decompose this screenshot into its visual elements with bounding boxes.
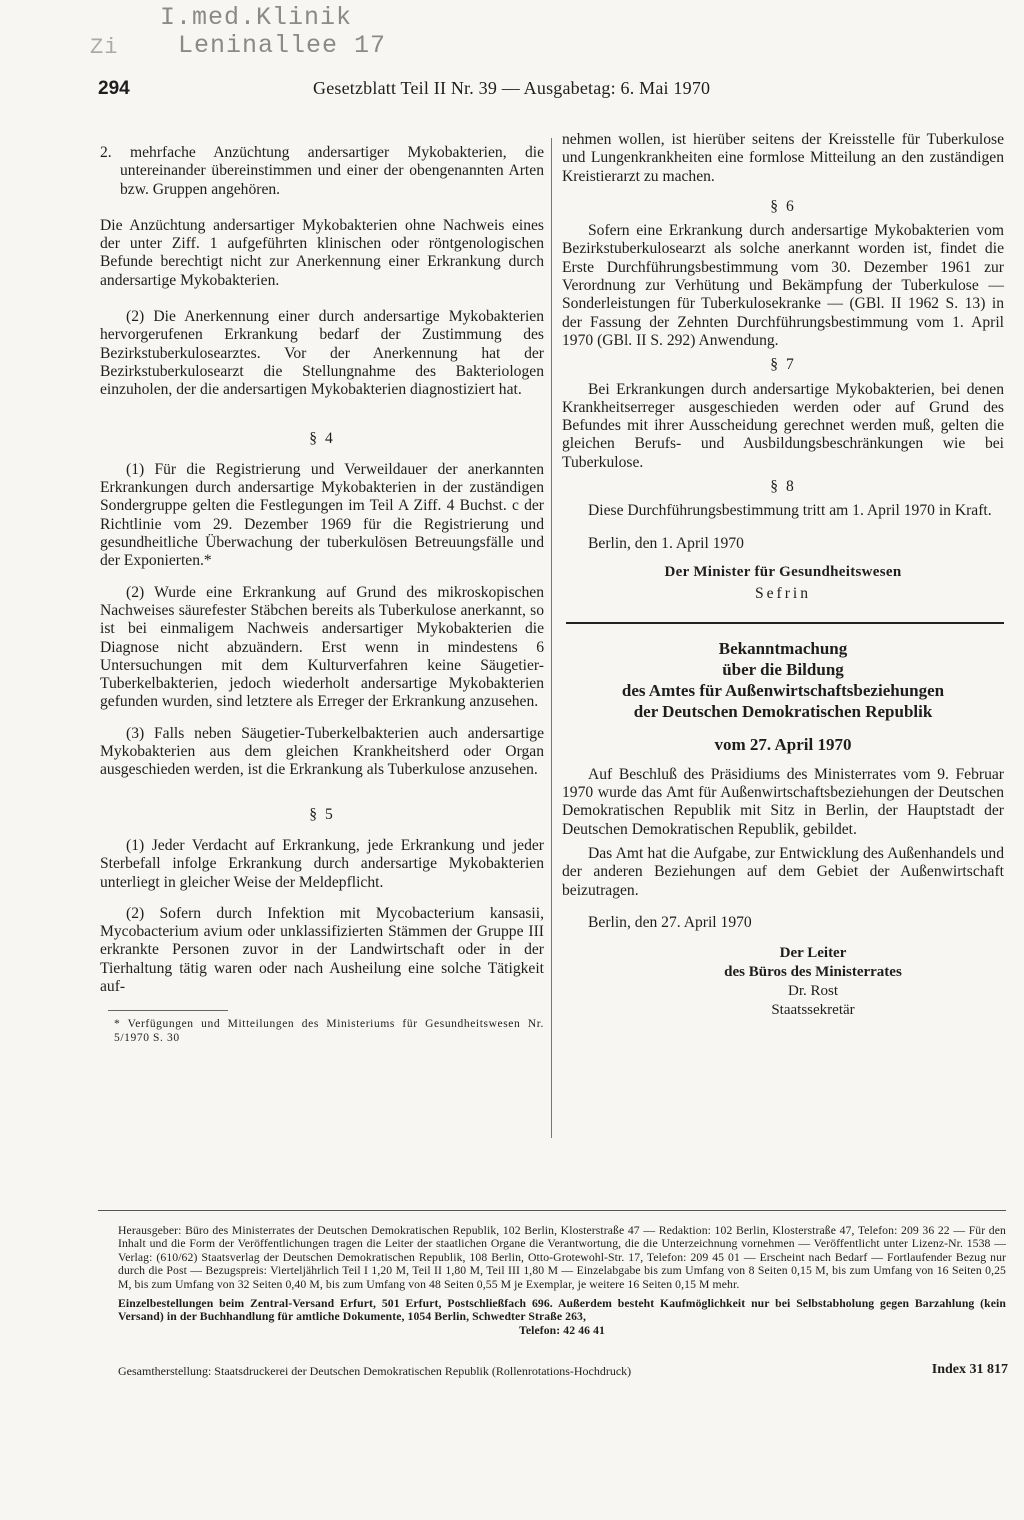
index-number: Index 31 817 (931, 1362, 1008, 1377)
signatory-name: Dr. Rost (787, 983, 838, 1000)
running-title: Gesetzblatt Teil II Nr. 39 — Ausgabetag: 6. Mai 1970 (313, 78, 711, 98)
section-separator (566, 622, 1004, 624)
minister-name: Sefrin (754, 585, 812, 603)
announcement-date: vom 27. April 1970 (714, 734, 852, 754)
signatory-line-1: Der Leiter (779, 945, 847, 962)
announcement-title (562, 638, 1004, 722)
announcement-place-date: Berlin, den 27. April 1970 (588, 913, 752, 931)
stamp-line-1: I.med.Klinik (160, 3, 353, 32)
right-column (562, 131, 1004, 1020)
page-header (98, 76, 798, 104)
paragraph-7: Bei Erkrankungen durch andersartige Mykobakterien, bei denen Krankheitserreger ausgeschieden werden oder auf Grund des Befundes mit ihrer Ausscheidung gerechnet werden muß, gelten die gleichen Berufs- und Ausbildungsbeschränkungen wie bei Tuberkulose. (562, 380, 1004, 471)
place-date: Berlin, den 1. April 1970 (588, 534, 744, 552)
signatory-role: Staatssekretär (771, 1002, 855, 1019)
imprint-orders: Einzelbestellungen beim Zentral-Versand Erfurt, 501 Erfurt, Postschließfach 696. Außerdem besteht Kaufmöglichkeit nur bei Selbstabholung gegen Barzahlung (kein Versand) in der Buchhandlung für amtliche Dokumente, 1054 Berlin, Schwedter Straße 263, (118, 1297, 1006, 1324)
stamp-mark: Zi (90, 35, 119, 60)
section-7-heading: § 7 (770, 356, 796, 374)
printer-line (118, 1364, 1008, 1379)
section-4-heading: § 4 (309, 429, 335, 447)
imprint-main: Herausgeber: Büro des Ministerrates der Deutschen Demokratischen Republik, 102 Berlin, Klosterstraße 47 — Redaktion: 102 Berlin, Klosterstraße 47, Telefon: 209 36 22 — Für den Inhalt und die Form der Veröffentlichungen tragen die Leiter der staatlichen Organe die Verantwortung, die die Unterzeichnung vornehmen — Veröffentlicht unter Lizenz-Nr. 1538 — Verlag: (610/62) Staatsverlag der Deutschen Demokratischen Republik, 108 Berlin, Otto-Grotewohl-Str. 17, Telefon: 209 45 01 — Erscheint nach Bedarf — Fortlaufender Bezug nur durch die Post — Bezugspreis: Vierteljährlich Teil I 1,20 M, Teil II 1,80 M, Teil III 1,80 M — Einzelabgabe bis zum Umfang von 8 Seiten 0,15 M, bis zum Umfang von 16 Seiten 0,25 M, bis zum Umfang von 32 Seiten 0,40 M, bis zum Umfang von 48 Seiten 0,55 M je Exemplar, je weitere 16 Seiten 0,15 M mehr. (118, 1224, 1006, 1291)
section-5-heading: § 5 (309, 805, 335, 823)
page-number: 294 (98, 78, 130, 99)
left-column (100, 144, 544, 1045)
paragraph-3-2: (2) Die Anerkennung einer durch andersartige Mykobakterien hervorgerufenen Erkrankung bedarf der Zustimmung des Bezirkstuberkulosearztes. Vor der Anerkennung hat der Bezirkstuberkulosearzt die Stellungnahme des Bakteriologen einzuholen, der die andersartigen Mykobakterien diagnostiziert hat. (100, 308, 544, 399)
announcement-paragraph-2: Das Amt hat die Aufgabe, zur Entwicklung des Außenhandels und der anderen Beziehungen auf dem Gebiet der Außenwirtschaft beizutragen. (562, 845, 1004, 899)
paragraph-6: Sofern eine Erkrankung durch andersartige Mykobakterien vom Bezirkstuberkulosearzt als solche anerkannt worden ist, findet die Erste Durchführungsbestimmung vom 30. Dezember 1961 zur Verordnung zur Verhütung und Bekämpfung der Tuberkulose — Sonderleistungen für Tuberkulosekranke — (GBl. II 1962 S. 13) in der Fassung der Zehnten Durchführungsbestimmung vom 1. April 1970 (GBl. II S. 292) Anwendung. (562, 222, 1004, 349)
list-item-2: 2. mehrfache Anzüchtung andersartiger Mykobakterien, die untereinander übereinstimmen und einer der obengenannten Arten bzw. Gruppen angehören. (100, 144, 544, 198)
printer-info: Gesamtherstellung: Staatsdruckerei der Deutschen Demokratischen Republik (Rollenrotations-Hochdruck) (118, 1364, 632, 1378)
library-stamp (90, 3, 387, 60)
announcement-title-line-3: des Amtes für Außenwirtschaftsbeziehungen (621, 680, 945, 700)
announcement-paragraph-1: Auf Beschluß des Präsidiums des Ministerrates vom 9. Februar 1970 wurde das Amt für Außenwirtschaftsbeziehungen der Deutschen Demokratischen Republik mit Sitz in Berlin, der Hauptstadt der Deutschen Demokratischen Republik, gebildet. (562, 765, 1004, 838)
section-6-heading: § 6 (770, 197, 796, 215)
footnote: * Verfügungen und Mitteilungen des Ministeriums für Gesundheitswesen Nr. 5/1970 S. 30 (114, 1018, 544, 1045)
paragraph-continuation: nehmen wollen, ist hierüber seitens der Kreisstelle für Tuberkulose und Lungenkrankheiten eine formlose Mitteilung an den zuständigen Kreistierarzt zu machen. (562, 131, 1004, 185)
imprint-rule (98, 1210, 1006, 1211)
announcement-title-line-1: Bekanntmachung (718, 638, 848, 658)
footnote-rule (108, 1010, 228, 1011)
paragraph-8: Diese Durchführungsbestimmung tritt am 1. April 1970 in Kraft. (588, 502, 992, 520)
paragraph-5-2: (2) Sofern durch Infektion mit Mycobacterium kansasii, Mycobacterium avium oder unklassifizierten Stämmen der Gruppe III erkrankte Personen zuvor in der Landwirtschaft oder in der Tierhaltung tätig waren oder nach Ausheilung eine solche Tätigkeit auf- (100, 904, 544, 995)
paragraph-5-1: (1) Jeder Verdacht auf Erkrankung, jede Erkrankung und jeder Sterbefall infolge Erkrankung durch andersartige Mykobakterien unterliegt in gleicher Weise der Meldepflicht. (100, 836, 544, 891)
announcement-title-line-4: der Deutschen Demokratischen Republik (633, 701, 933, 721)
section-8-heading: § 8 (770, 478, 796, 496)
announcement-title-line-2: über die Bildung (722, 659, 844, 679)
column-divider (551, 138, 552, 1138)
imprint (118, 1224, 1006, 1337)
minister-title: Der Minister für Gesundheitswesen (664, 563, 902, 580)
imprint-phone: Telefon: 42 46 41 (519, 1323, 605, 1337)
paragraph-4-2: (2) Wurde eine Erkrankung auf Grund des mikroskopischen Nachweises säurefester Stäbchen bereits als Tuberkulose anerkannt, so ist bei einmaligem Nachweis andersartiger Mykobakterien die Diagnose nicht abzuändern. Erst wenn in mindestens 6 Untersuchungen mit dem Kulturverfahren keine Säugetier-Tuberkelbakterien, jedoch wiederholt andersartige Mykobakterien gefunden wurden, sind letztere als Erreger der Erkrankung anzusehen. (100, 583, 544, 711)
paragraph-4-1: (1) Für die Registrierung und Verweildauer der anerkannten Erkrankungen durch andersartige Mykobakterien in der zuständigen Sondergruppe gelten die Festlegungen im Teil A Ziff. 4 Buchst. c der Richtlinie vom 29. Dezember 1969 für die Registrierung und gesundheitliche Überwachung der tuberkulösen Betreuungsfälle und der Exponierten.* (100, 460, 544, 570)
stamp-line-2: Leninallee 17 (178, 31, 387, 60)
paragraph-4-3: (3) Falls neben Säugetier-Tuberkelbakterien auch andersartige Mykobakterien aus dem gleichen Krankheitsherd oder Organ ausgeschieden werden, ist die Erkrankung als Tuberkulose anzusehen. (100, 724, 544, 779)
signatory-line-2: des Büros des Ministerrates (724, 964, 902, 981)
paragraph-anzuechtung: Die Anzüchtung andersartiger Mykobakterien ohne Nachweis eines der unter Ziff. 1 aufgeführten klinischen oder röntgenologischen Befunde berechtigt nicht zur Anerkennung einer Erkrankung durch andersartige Mykobakterien. (100, 216, 544, 289)
